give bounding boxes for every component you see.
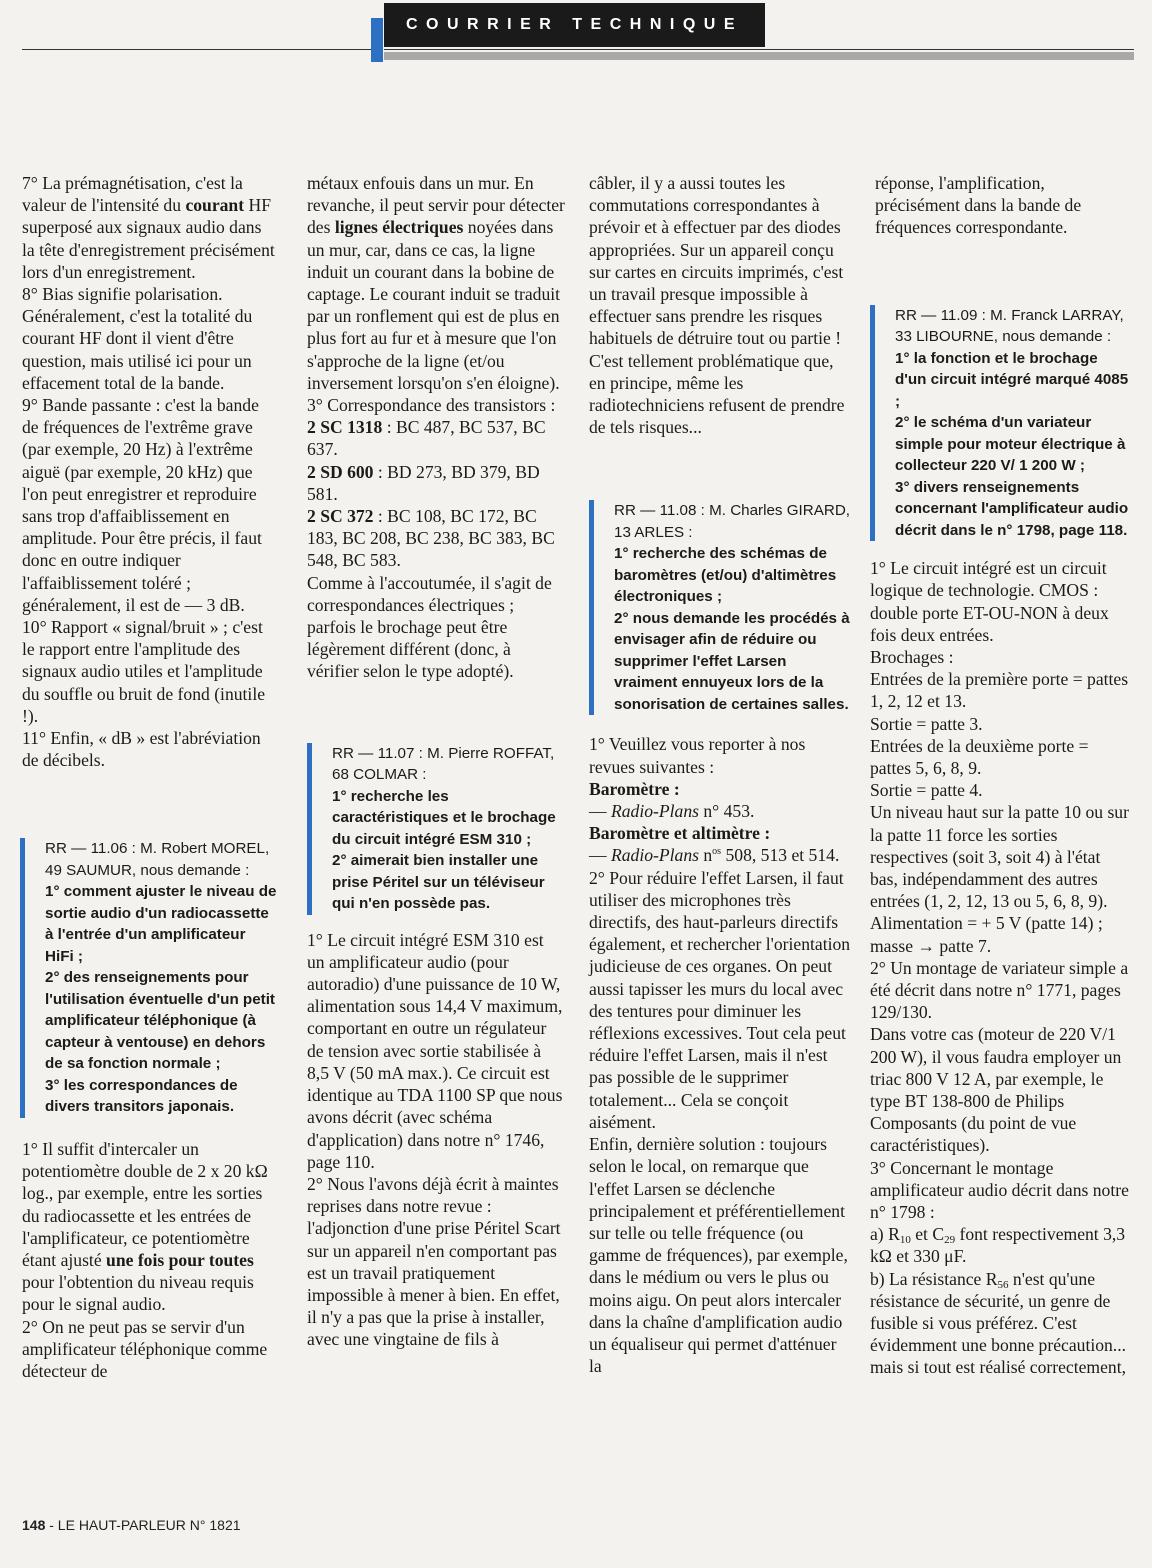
question-item: 2° aimerait bien installer une prise Péritel sur un téléviseur qui n'en possède pas.	[332, 852, 545, 913]
page-footer	[22, 1517, 241, 1533]
question-header: RR — 11.07 : M. Pierre ROFFAT, 68 COLMAR :	[332, 744, 555, 784]
paragraph: Entrées de la première porte = pattes 1, 2, 12 et 13.	[870, 669, 1129, 712]
publication-name: - LE HAUT-PARLEUR N° 1821	[49, 1517, 241, 1533]
reader-question-box	[20, 838, 278, 1118]
paragraph: a) $R_{10}$ et $C_{29}$ font respectivement 3,3 kΩ et 330 μF.	[870, 1224, 1126, 1267]
column-1	[22, 172, 278, 1382]
paragraph: Brochages :	[870, 646, 954, 667]
question-item: 1° comment ajuster le niveau de sortie audio d'un radiocassette à l'entrée d'un amplificateur HiFi ;	[45, 883, 277, 965]
subheading: Baromètre :	[589, 778, 680, 799]
paragraph: 2° Un montage de variateur simple a été décrit dans notre n° 1771, pages 129/130.	[870, 957, 1129, 1023]
question-item: 3° les correspondances de divers transitors japonais.	[45, 1076, 238, 1116]
column-2	[307, 172, 565, 1351]
reader-question-box	[307, 743, 565, 915]
header-blue-mark	[371, 18, 383, 62]
question-header: RR — 11.06 : M. Robert MOREL, 49 SAUMUR, nous demande :	[45, 840, 270, 879]
paragraph: 7° La prémagnétisation, c'est la valeur de l'intensité du courant HF superposé aux signaux audio dans la tête d'enregistrement précisément lors d'un enregistrement.	[22, 173, 275, 282]
paragraph: Entrées de la deuxième porte = pattes 5, 6, 8, 9.	[870, 735, 1089, 778]
transistor-equivalence: 2 SC 1318 : BC 487, BC 537, BC 637.	[307, 417, 546, 460]
paragraph: réponse, l'amplification, précisément dans la bande de fréquences correspondante.	[875, 173, 1082, 238]
paragraph: Sortie = patte 4.	[870, 780, 983, 801]
paragraph: Sortie = patte 3.	[870, 713, 983, 734]
question-item: 2° le schéma d'un variateur simple pour moteur électrique à collecteur 220 V/ 1 200 W ;	[895, 414, 1126, 475]
paragraph: Enfin, dernière solution : toujours selon le local, on remarque que l'effet Larsen se déclenche principalement et préférentiellement sur telle ou telle fréquence (ou gamme de fréquences), par exemple, dans le médium ou vers le plus ou moins aigu. On peut alors intercaler dans la chaîne d'amplification audio un équaliseur qui permet d'atténuer la	[589, 1134, 848, 1377]
paragraph: 2° Pour réduire l'effet Larsen, il faut utiliser des microphones très directifs, des haut-parleurs directifs également, et rechercher l'orientation judicieuse de ces organes. On peut aussi tapisser les murs du local avec des tentures pour diminuer les réflexions excessives. Tout cela peut réduire l'effet Larsen, mais il n'est pas possible de le supprimer totalement... Cela se conçoit aisément.	[589, 867, 851, 1132]
question-item: 2° des renseignements pour l'utilisation éventuelle d'un petit amplificateur téléphonique (à capteur à ventouse) en dehors de sa fonction normale ;	[45, 969, 275, 1073]
reference: — Radio-Plans n° 453.	[589, 801, 755, 822]
paragraph: câbler, il y a aussi toutes les commutations correspondantes à prévoir et à effectuer par des diodes appropriées. Sur un appareil conçu sur cartes en circuits imprimés, c'est un travail presque impossible à effectuer sans prendre les risques habituels de détruire tout ou partie ! C'est tellement problématique que, en principe, même les radiotechniciens refusent de prendre de tels risques...	[589, 173, 845, 438]
paragraph: Comme à l'accoutumée, il s'agit de correspondances électriques ; parfois le brochage peut être légèrement différent (donc, à vérifier selon le type adopté).	[307, 572, 552, 682]
paragraph: Un niveau haut sur la patte 10 ou sur la patte 11 force les sorties respectives (soit 3, soit 4) à l'état bas, indépendamment des autres entrées (1, 2, 12, 13 ou 5, 6, 8, 9).	[870, 802, 1129, 912]
paragraph: 9° Bande passante : c'est la bande de fréquences de l'extrême grave (par exemple, 20 Hz) à l'extrême aiguë (par exemple, 20 kHz) que l'on peut enregistrer et reproduire sans trop d'affaiblissement en amplitude. Pour être précis, il faut donc en outre indiquer l'affaiblissement toléré ; généralement, il est de — 3 dB.	[22, 395, 262, 615]
paragraph: b) La résistance $R_{56}$ n'est qu'une résistance de sécurité, un genre de fusible si vous préférez. C'est évidemment une bonne précaution... mais si tout est réalisé correctement,	[870, 1268, 1127, 1378]
reader-question-box	[870, 305, 1132, 542]
page-number: 148	[22, 1517, 46, 1533]
question-item: 3° divers renseignements concernant l'amplificateur audio décrit dans le n° 1798, page 118.	[895, 478, 1129, 539]
reader-question-box	[589, 500, 851, 715]
paragraph: 3° Concernant le montage amplificateur audio décrit dans notre n° 1798 :	[870, 1157, 1129, 1222]
paragraph: 1° Veuillez vous reporter à nos revues suivantes :	[589, 734, 806, 777]
column-4	[870, 172, 1132, 1379]
paragraph: 10° Rapport « signal/bruit » ; c'est le rapport entre l'amplitude des signaux audio utiles et l'amplitude du souffle ou bruit de fond (inutile !).	[22, 617, 266, 726]
question-header: RR — 11.08 : M. Charles GIRARD, 13 ARLES :	[614, 502, 851, 541]
subheading: Baromètre et altimètre :	[589, 823, 771, 844]
question-item: 1° recherche des schémas de baromètres (et/ou) d'altimètres électroniques ;	[614, 545, 837, 606]
question-item: 1° recherche les caractéristiques et le brochage du circuit intégré ESM 310 ;	[332, 787, 556, 848]
paragraph: 1° Le circuit intégré est un circuit logique de technologie. CMOS : double porte ET-OU-NON à deux fois deux entrées.	[870, 558, 1109, 645]
paragraph: métaux enfouis dans un mur. En revanche, il peut servir pour détecter des lignes électriques noyées dans un mur, car, dans ce cas, la ligne induit un courant dans la bobine de captage. Le courant induit se traduit par un ronflement qui est de plus en plus fort au fur et à mesure que l'on s'approche de la ligne (et/ou inversement lorsqu'on s'en éloigne).	[307, 173, 565, 393]
paragraph: Alimentation = + 5 V (patte 14) ; masse → patte 7.	[870, 913, 1103, 956]
question-item: 1° la fonction et le brochage d'un circuit intégré marqué 4085 ;	[895, 349, 1129, 410]
paragraph: 2° On ne peut pas se servir d'un amplificateur téléphonique comme détecteur de	[22, 1316, 268, 1382]
paragraph: 11° Enfin, « dB » est l'abréviation de décibels.	[22, 728, 261, 771]
paragraph: 3° Correspondance des transistors :	[307, 395, 556, 416]
paragraph: Dans votre cas (moteur de 220 V/1 200 W), il vous faudra employer un triac 800 V 12 A, par exemple, le type BT 138-800 de Philips Composants (du point de vue caractéristiques).	[870, 1024, 1122, 1156]
column-3	[589, 172, 851, 1377]
paragraph: 2° Nous l'avons déjà écrit à maintes reprises dans notre revue : l'adjonction d'une prise Péritel Scart sur un appareil n'en comportant pas est un travail pratiquement impossible à mener à bien. En effet, il n'y a pas que la prise à installer, avec une vingtaine de fils à	[307, 1173, 561, 1350]
transistor-equivalence: 2 SD 600 : BD 273, BD 379, BD 581.	[307, 461, 540, 504]
header-rule-right	[384, 49, 1134, 50]
section-title: COURRIER TECHNIQUE	[384, 3, 765, 47]
question-item: 2° nous demande les procédés à envisager afin de réduire ou supprimer l'effet Larsen vraiment ennuyeux lors de la sonorisation de certaines salles.	[614, 609, 850, 713]
paragraph: 8° Bias signifie polarisation. Généralement, c'est la totalité du courant HF dont il vient d'être question, mais utilisé ici pour un effacement total de la bande.	[22, 284, 253, 393]
question-header: RR — 11.09 : M. Franck LARRAY, 33 LIBOURNE, nous demande :	[895, 306, 1124, 346]
header-gray-bar	[384, 52, 1134, 60]
paragraph: 1° Il suffit d'intercaler un potentiomètre double de 2 x 20 kΩ log., par exemple, entre les sorties du radiocassette et les entrées de l'amplificateur, ce potentiomètre étant ajusté une fois pour toutes pour l'obtention du niveau requis pour le signal audio.	[22, 1138, 268, 1315]
header-rule-left	[22, 49, 372, 50]
transistor-equivalence: 2 SC 372 : BC 108, BC 172, BC 183, BC 208, BC 238, BC 383, BC 548, BC 583.	[307, 506, 555, 571]
paragraph: 1° Le circuit intégré ESM 310 est un amplificateur audio (pour autoradio) d'une puissance de 10 W, alimentation sous 14,4 V maximum, comportant en outre un régulateur de tension avec sortie stabilisée à 8,5 V (50 mA max.). Ce circuit est identique au TDA 1100 SP que nous avons décrit (avec schéma d'application) dans notre n° 1746, page 110.	[307, 929, 563, 1172]
reference: — Radio-Plans $n^{os}$ 508, 513 et 514.	[589, 845, 840, 866]
